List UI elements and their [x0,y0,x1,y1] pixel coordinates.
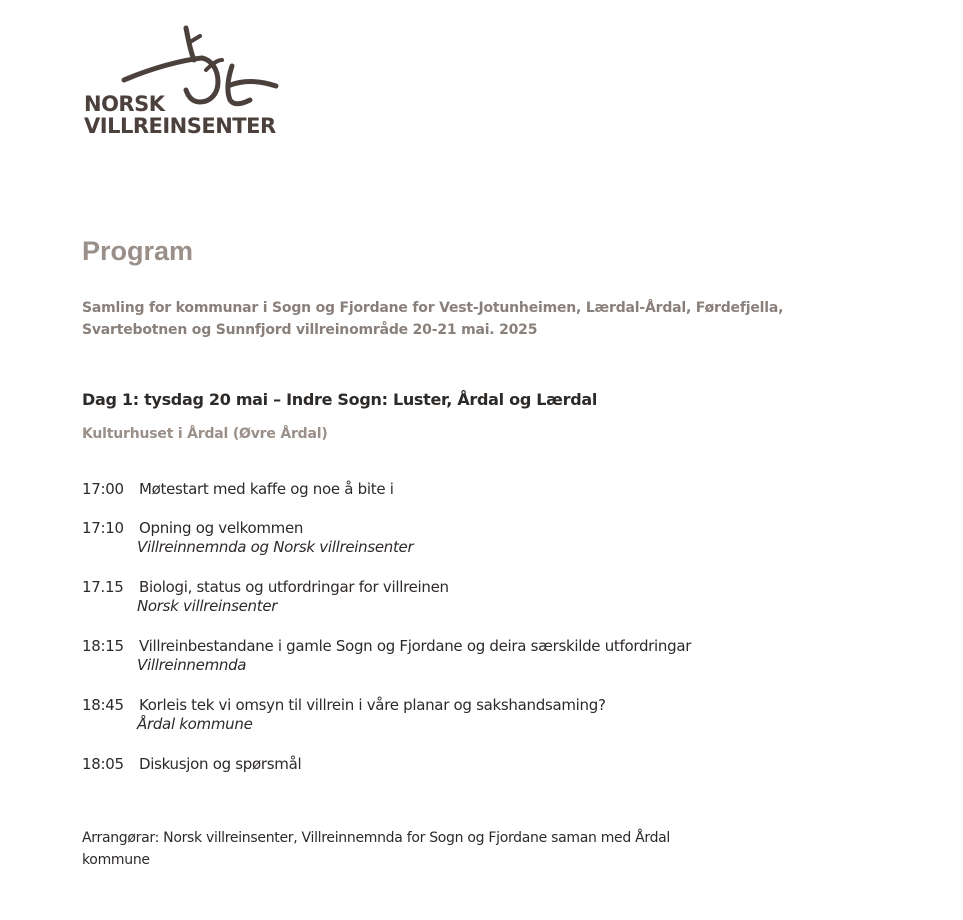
schedule-presenter: Norsk villreinsenter [137,597,278,615]
day-heading: Dag 1: tysdag 20 mai – Indre Sogn: Luster, Årdal og Lærdal [82,390,598,409]
schedule-title: Biologi, status og utfordringar for villreinen [139,578,449,596]
logo-text-villreinsenter: VILLREINSENTER [84,114,276,138]
schedule-presenter: Villreinnemnda og Norsk villreinsenter [137,538,414,556]
schedule-presenter: Årdal kommune [137,715,253,733]
schedule-list [82,480,902,775]
schedule-item [82,755,902,775]
schedule-time: 17.15 [82,578,124,596]
schedule-item [82,696,902,735]
schedule-time: 17:10 [82,519,124,537]
program-subtitle: Samling for kommunar i Sogn og Fjordane for Vest-Jotunheimen, Lærdal-Årdal, Førdefjella, Svartebotnen og Sunnfjord villreinområde 20-21 mai. 2025 [82,300,784,338]
schedule-item [82,578,902,617]
schedule-time: 17:00 [82,480,124,498]
schedule-time: 18:15 [82,637,124,655]
logo-text-norsk: NORSK [84,92,165,116]
schedule-time: 18:45 [82,696,124,714]
schedule-item [82,519,902,558]
schedule-title: Villreinbestandane i gamle Sogn og Fjordane og deira særskilde utfordringar [139,637,692,655]
schedule-title: Møtestart med kaffe og noe å bite i [139,480,394,498]
schedule-title: Korleis tek vi omsyn til villrein i våre planar og sakshandsaming? [139,696,606,714]
schedule-time: 18:05 [82,755,124,773]
organizers-footer: Arrangørar: Norsk villreinsenter, Villreinnemnda for Sogn og Fjordane saman med Årdal kommune [82,830,671,868]
norsk-villreinsenter-logo [82,24,292,142]
schedule-item [82,637,902,676]
page-title: Program [82,236,194,266]
schedule-title: Opning og velkommen [139,519,304,537]
schedule-presenter: Villreinnemnda [137,656,247,674]
schedule-item [82,480,902,500]
schedule-title: Diskusjon og spørsmål [139,755,302,773]
venue-label: Kulturhuset i Årdal (Øvre Årdal) [82,426,328,442]
